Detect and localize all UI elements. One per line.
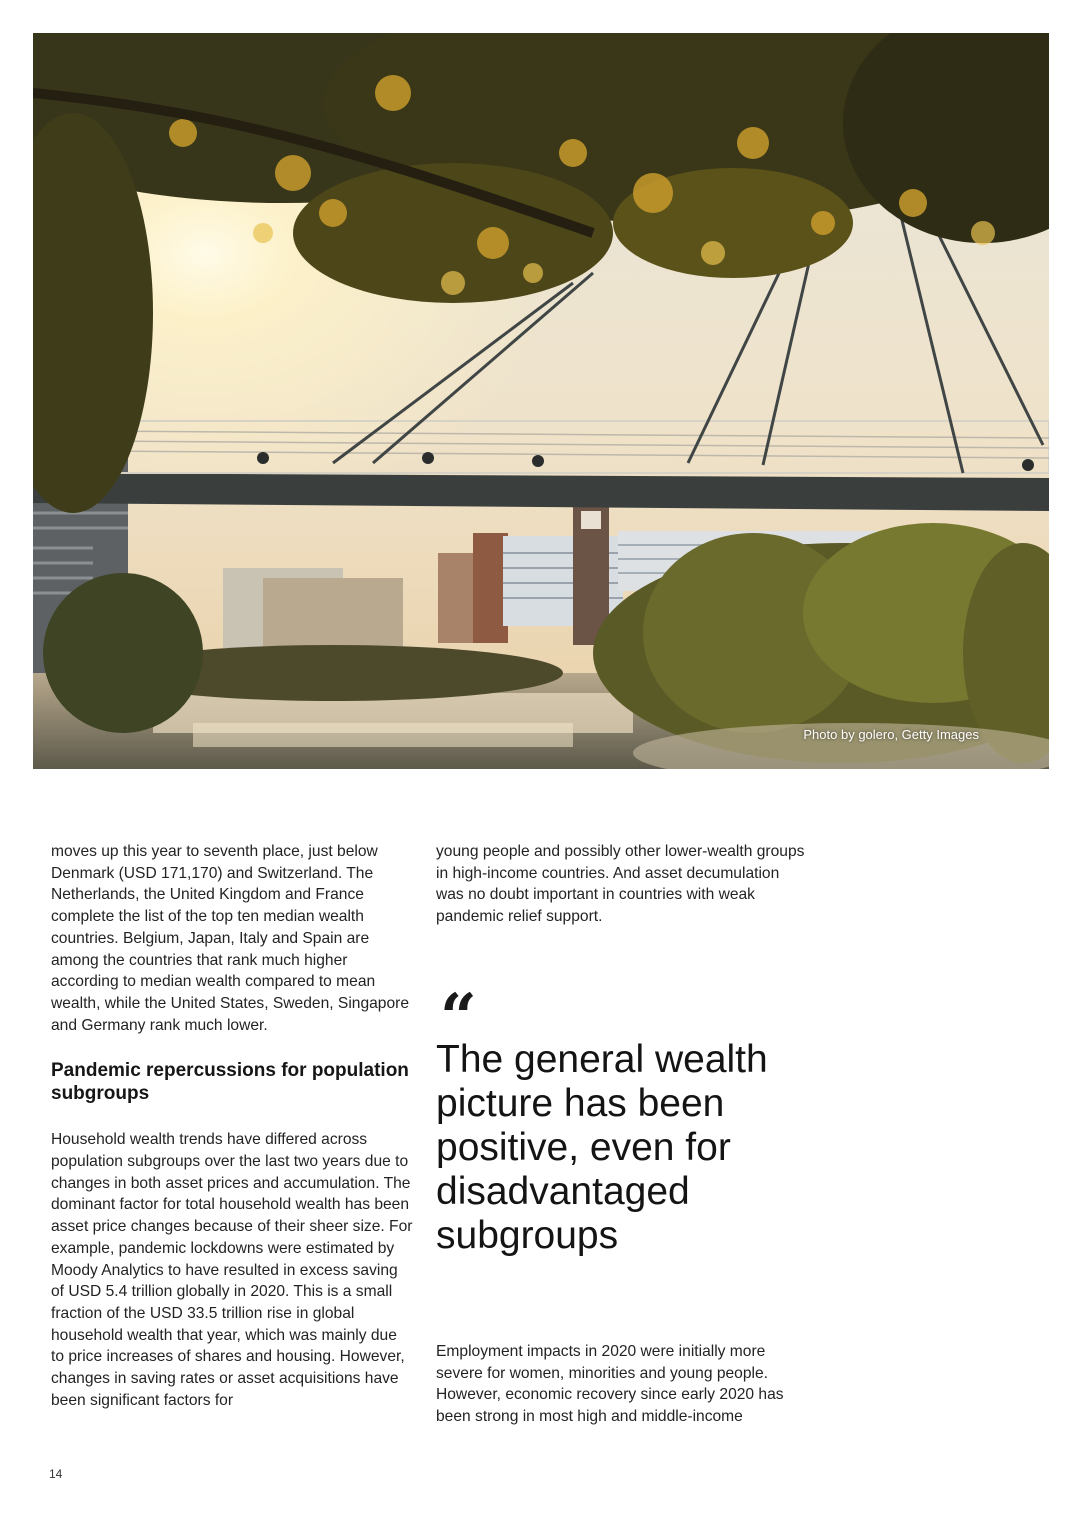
section-subheading: Pandemic repercussions for population subgroups xyxy=(51,1060,409,1105)
body-paragraph: moves up this year to seventh place, just below Denmark (USD 171,170) and Switzerland. The Netherlands, the United Kingdom and France complete the list of the top ten median wealth countries. Belgium, Japan, Italy and Spain are among the countries that rank much higher according to median wealth compared to mean wealth, while the United States, Sweden, Singapore and Germany rank much lower. xyxy=(51,843,410,1034)
photo-credit: Photo by golero, Getty Images xyxy=(803,727,979,742)
right-column-top xyxy=(436,841,808,928)
header-photo xyxy=(33,33,1049,769)
body-paragraph: young people and possibly other lower-wealth groups in high-income countries. And asset decumulation was no doubt important in countries with weak pandemic relief support. xyxy=(436,843,805,926)
bridge-photo-image xyxy=(33,33,1049,769)
right-column-bottom xyxy=(436,1341,808,1428)
body-paragraph: Household wealth trends have differed across population subgroups over the last two years due to changes in both asset prices and accumulation. The dominant factor for total household wealth has been asset price changes because of their sheer size. For example, pandemic lockdowns were estimated by Moody Analytics to have resulted in excess saving of USD 5.4 trillion globally in 2020. This is a small fraction of the USD 33.5 trillion rise in global household wealth that year, which was mainly due to price increases of shares and housing. However, changes in saving rates or asset acquisitions have been significant factors for xyxy=(51,1131,413,1409)
page-number: 14 xyxy=(49,1467,63,1481)
quote-mark-icon: “ xyxy=(440,980,473,1055)
body-paragraph: Employment impacts in 2020 were initially more severe for women, minorities and young people. However, economic recovery since early 2020 has been strong in most high and middle-income xyxy=(436,1343,784,1426)
left-column xyxy=(51,841,413,1411)
pull-quote: The general wealth picture has been positive, even for disadvantaged subgroups xyxy=(436,1038,768,1257)
